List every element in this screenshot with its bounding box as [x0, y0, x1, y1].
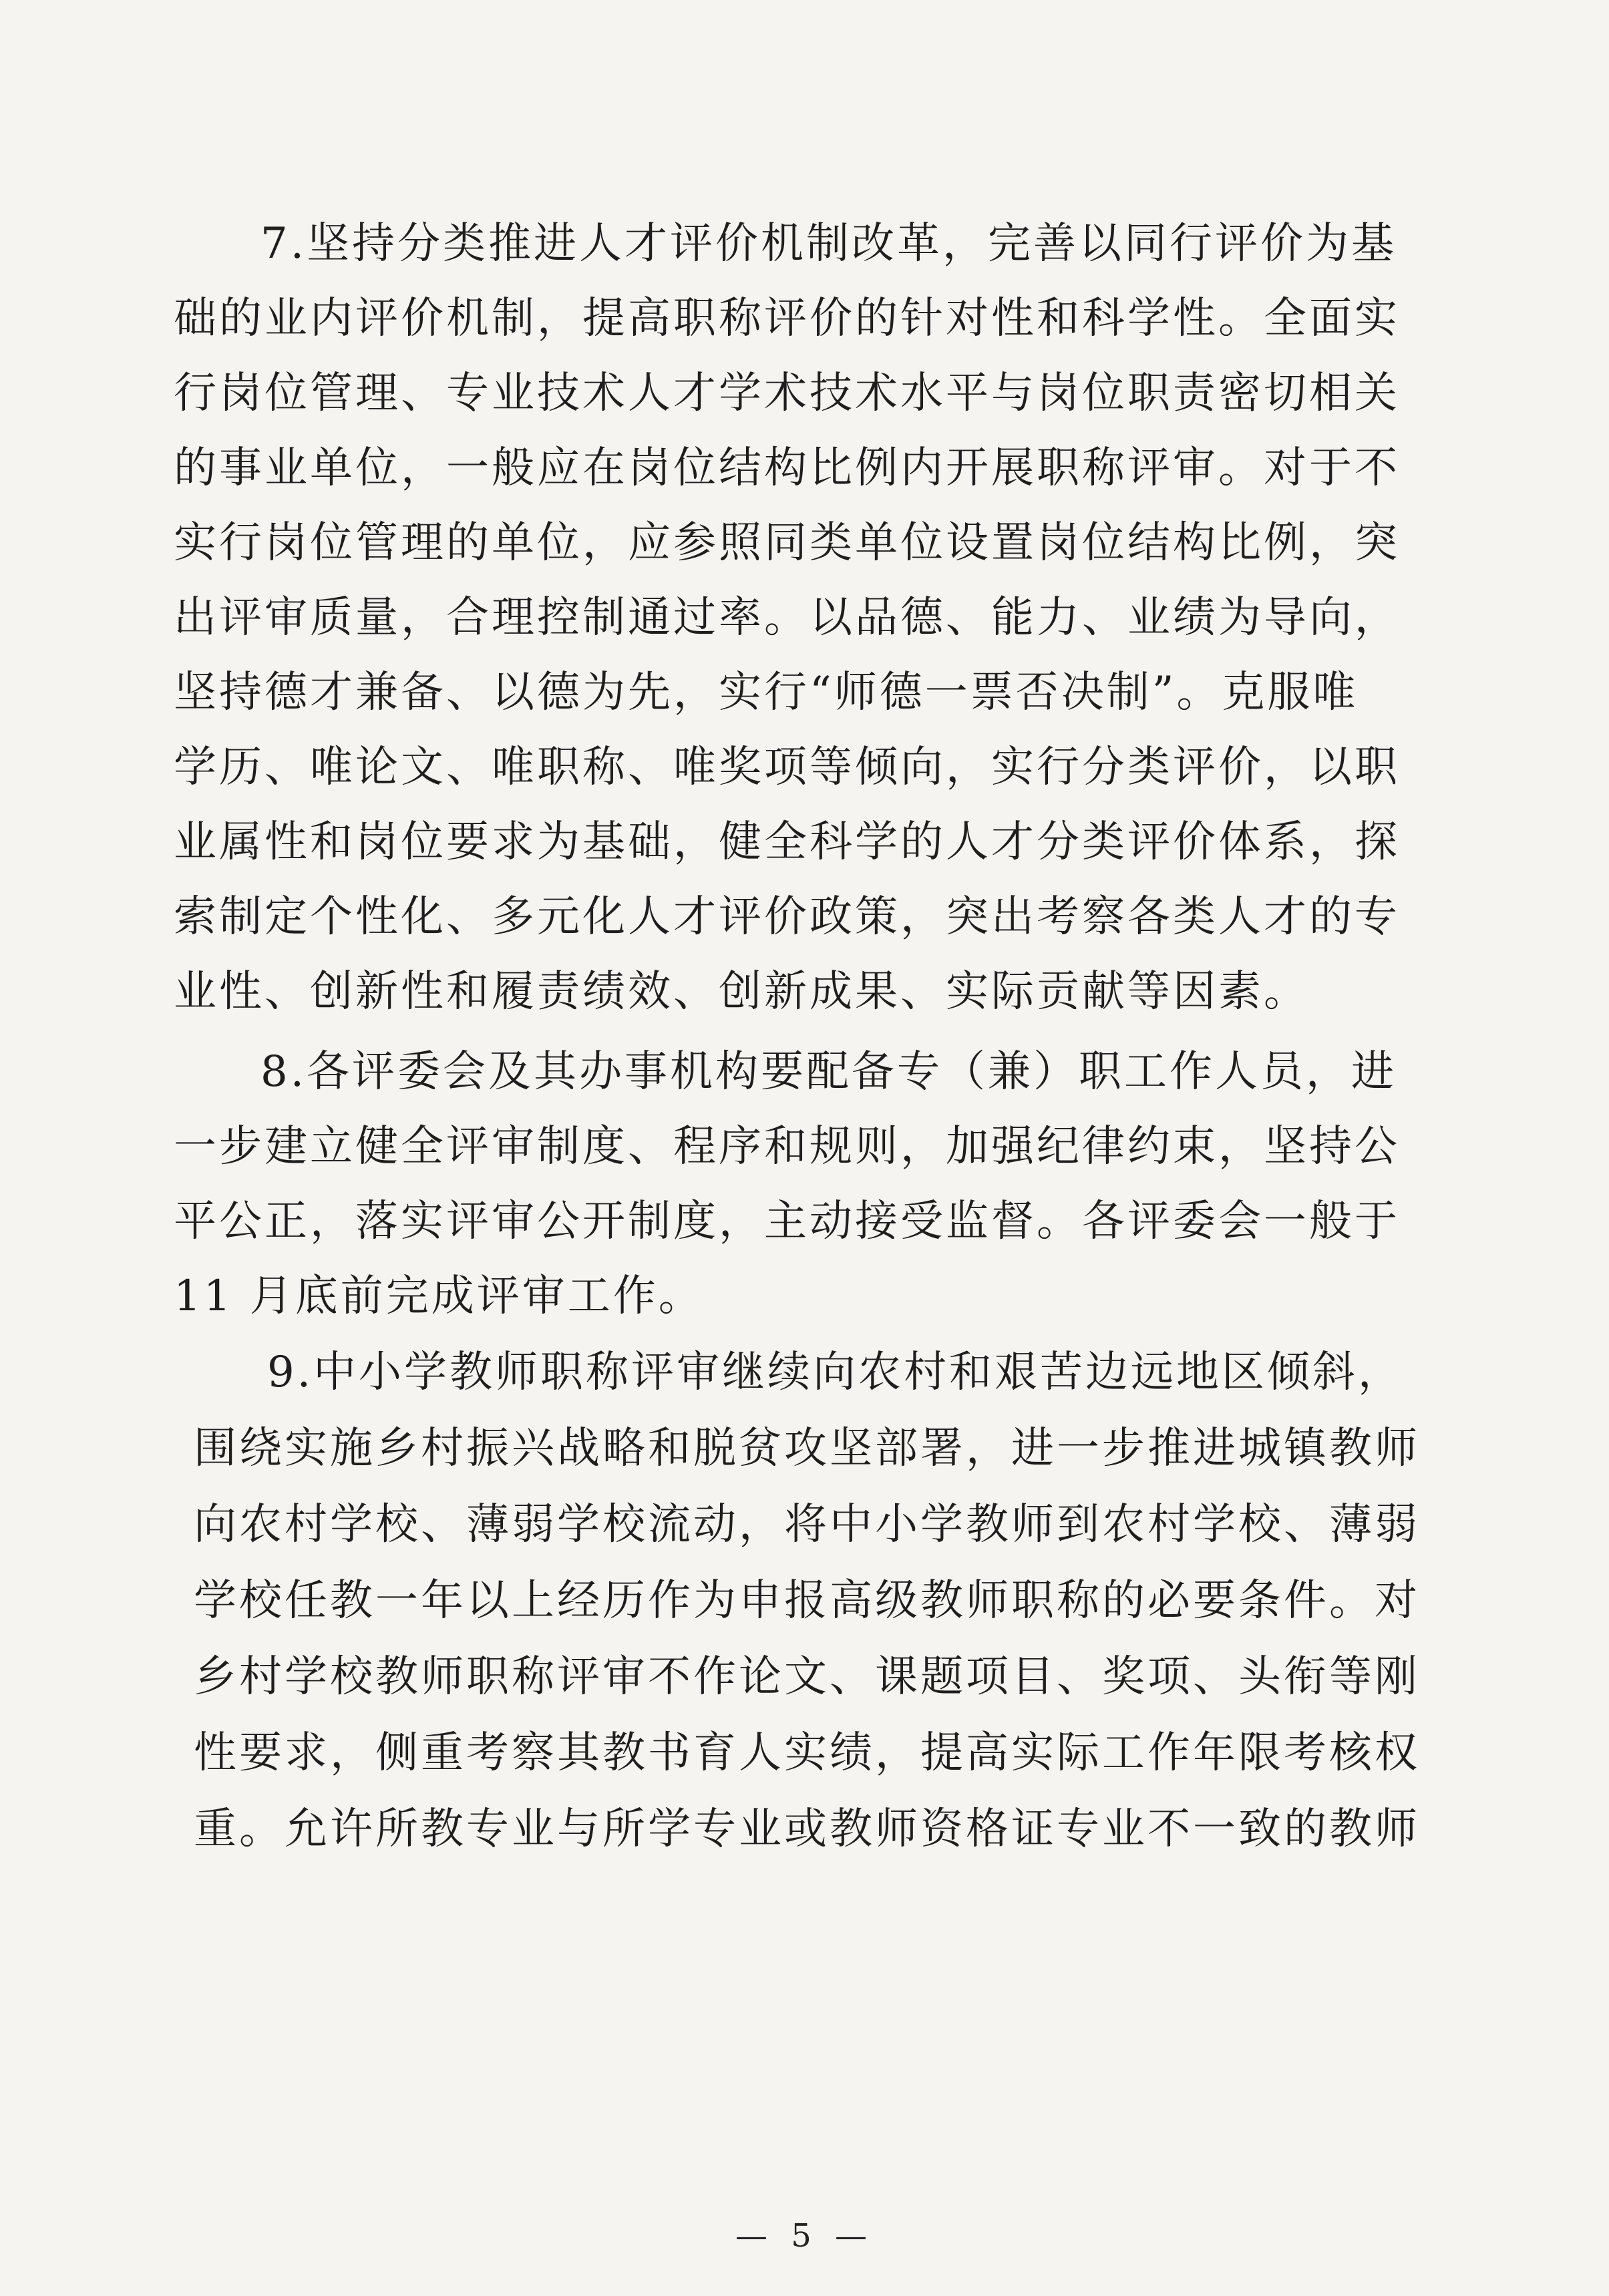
text-line: 平公正，落实评审公开制度，主动接受监督。各评委会一般于 — [174, 1197, 1400, 1246]
text-line: 业性、创新性和履责绩效、创新成果、实际贡献等因素。 — [174, 967, 1309, 1016]
text-line: 的事业单位，一般应在岗位结构比例内开展职称评审。对于不 — [174, 443, 1400, 493]
text-line: 7.坚持分类推进人才评价机制改革，完善以同行评价为基 — [260, 219, 1397, 268]
text-line: 学历、唯论文、唯职称、唯奖项等倾向，实行分类评价，以职 — [174, 743, 1400, 792]
text-line: 向农村学校、薄弱学校流动，将中小学教师到农村学校、薄弱 — [194, 1500, 1420, 1549]
text-line: 9.中小学教师职称评审继续向农村和艰苦边远地区倾斜， — [267, 1348, 1404, 1397]
text-line: 8.各评委会及其办事机构要配备专（兼）职工作人员，进 — [260, 1047, 1397, 1097]
text-line: 行岗位管理、专业技术人才学术技术水平与岗位职责密切相关 — [174, 369, 1400, 418]
text-line: 出评审质量，合理控制通过率。以品德、能力、业绩为导向， — [174, 593, 1400, 642]
text-line: 坚持德才兼备、以德为先，实行“师德一票否决制”。克服唯 — [174, 668, 1359, 717]
text-line: 实行岗位管理的单位，应参照同类单位设置岗位结构比例，突 — [174, 518, 1400, 568]
text-line: 础的业内评价机制，提高职称评价的针对性和科学性。全面实 — [174, 294, 1400, 343]
text-line: 围绕实施乡村振兴战略和脱贫攻坚部署，进一步推进城镇教师 — [194, 1424, 1420, 1473]
text-line: 性要求，侧重考察其教书育人实绩，提高实际工作年限考核权 — [194, 1728, 1420, 1778]
text-line: 一步建立健全评审制度、程序和规则，加强纪律约束，坚持公 — [174, 1122, 1400, 1171]
text-line: 乡村学校教师职称评审不作论文、课题项目、奖项、头衔等刚 — [194, 1652, 1420, 1702]
text-line: 业属性和岗位要求为基础，健全科学的人才分类评价体系，探 — [174, 817, 1400, 867]
text-line: 学校任教一年以上经历作为申报高级教师职称的必要条件。对 — [194, 1576, 1420, 1625]
text-line: 重。允许所教专业与所学专业或教师资格证专业不一致的教师 — [194, 1804, 1420, 1854]
text-line: 索制定个性化、多元化人才评价政策，突出考察各类人才的专 — [174, 892, 1400, 942]
text-line: 11 月底前完成评审工作。 — [174, 1272, 704, 1321]
page-number: — 5 — — [735, 2217, 874, 2255]
